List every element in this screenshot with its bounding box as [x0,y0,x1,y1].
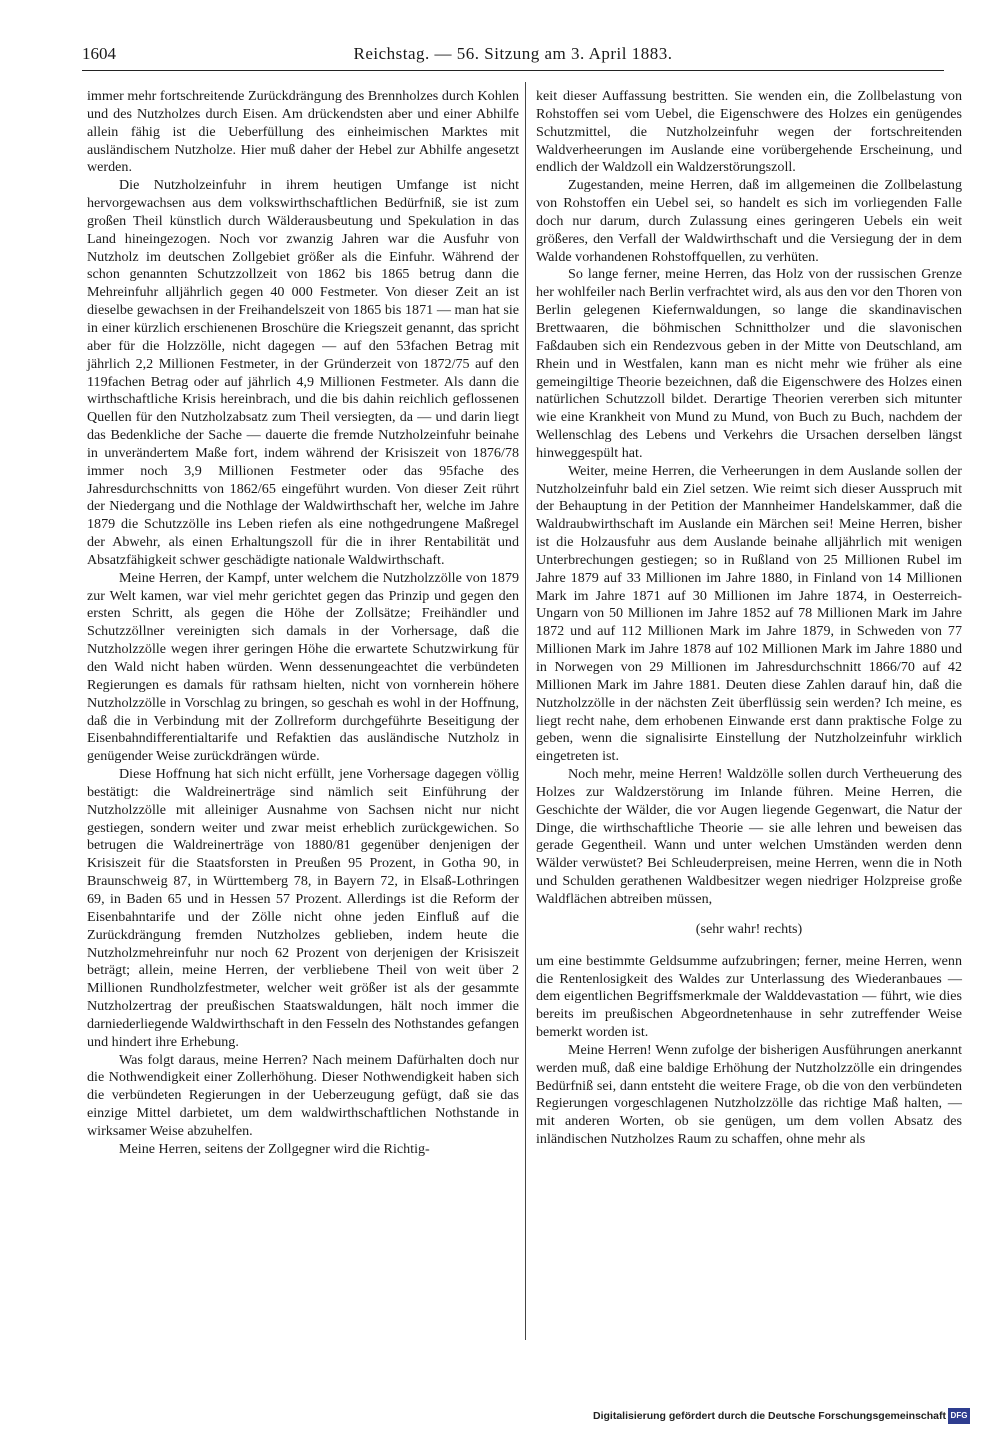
page-number: 1604 [82,44,116,63]
paragraph: keit dieser Auffassung bestritten. Sie wenden ein, die Zollbelastung von Rohstoffen sei vom Uebel, die Eigenschwere des Holzes ein genügendes Schutzmittel, die Nutzholzeinfuhr wegen der fortschreitenden Waldverheerungen im Auslande eine vorübergehende Erscheinung, und endlich der Waldzoll ein Waldzerstörungszoll. [536,88,962,176]
interjection: (sehr wahr! rechts) [695,920,803,937]
paragraph: Meine Herren, seitens der Zollgegner wird die Richtig- [119,1140,430,1157]
right-column [536,88,962,1149]
paragraph: Meine Herren! Wenn zufolge der bisherigen Ausführungen anerkannt werden muß, daß eine baldige Erhöhung der Nutzholzzölle ein dringendes Bedürfniß sei, dann entsteht die weitere Frage, ob die von den verbündeten Regierungen vorgeschlagenen Nutzholzzölle das richtige Maß halten, — mit anderen Worten, ob sie genügen, um dem vollen Absatz des inländischen Nutzholzes Raum zu schaffen, ohne mehr als [536,1041,962,1148]
paragraph: Diese Hoffnung hat sich nicht erfüllt, jene Vorhersage dagegen völlig bestätigt: die Waldreinerträge sind nämlich seit Einführung der Nutzholzzölle mit alleiniger Ausnahme von Sachsen nicht nur nicht gestiegen, sondern weiter und zwar meist erheblich zurückgewichen. So betrugen die Waldreinerträge von 1880/81 gegenüber denjenigen der Krisiszeit für die Staatsforsten in Preußen 95 Prozent, in Gotha 90, in Braunschweig 87, in Württemberg 78, in Bayern 72, in Elsaß-Lothringen 69, in Baden 65 und in Hessen 57 Prozent. Allerdings ist die Reform der Eisenbahntarife und der Zölle nicht ohne jeden Einfluß auf die Zurückdrängung fremden Nutzholzes geblieben, indem heute die Nutzholzmehreinfuhr nur noch 62 Prozent von derjenigen der Krisiszeit beträgt; allein, meine Herren, der verbliebene Theil von weit über 2 Millionen Rundholzfestmeter, welcher weit größer ist als der gesammte Nutzholzertrag der preußischen Staatswaldungen, hält noch immer die darniederliegende Waldwirthschaft in den Fesseln des Nothstandes gefangen und hindert ihre Erhebung. [87,766,519,1050]
left-column [87,88,519,1159]
column-divider [525,82,526,1340]
paragraph: Meine Herren, der Kampf, unter welchem die Nutzholzzölle von 1879 zur Welt kamen, war viel mehr gerichtet gegen das Prinzip und gegen den ersten Schritt, als gegen die Höhe der Zollsätze; Freihändler und Schutzzöllner vereinigten sich damals in der Vorhersage, daß die Nutzholzzölle wegen ihrer geringen Höhe die erwartete Schutzwirkung für den Wald nicht haben würden. Wenn dessenungeachtet die verbündeten Regierungen es damals für rathsam hielten, nicht von vornherein höhere Nutzholzzölle in Vorschlag zu bringen, so geschah es wohl in der Hoffnung, daß die in Verbindung mit der Zollreform durchgeführte Beseitigung der Eisenbahndifferentialtarife und Refaktien das ausländische Nutzholz in genügender Weise zurückdrängen würde. [87,569,519,765]
funding-note: Digitalisierung gefördert durch die Deutsche Forschungsgemeinschaft [593,1410,946,1422]
paragraph: immer mehr fortschreitende Zurückdrängung des Brennholzes durch Kohlen und des Nutzholzes durch Eisen. Am drückendsten aber und einer Abhilfe allein fähig ist die Ueberfüllung des einheimischen Marktes mit ausländischem Nutzholze. Hier muß daher der Hebel zur Abhilfe angesetzt werden. [87,88,519,176]
page-header [82,42,944,68]
running-head: Reichstag. — 56. Sitzung am 3. April 1883. [353,44,673,63]
paragraph: Noch mehr, meine Herren! Waldzölle sollen durch Vertheuerung des Holzes zur Waldzerstörung im Inlande führen. Meine Herren, die Geschichte der Wälder, die vor Augen liegende Gegenwart, die Natur der Dinge, die wirthschaftliche Theorie — sie alle lehren und beweisen das gerade Gegentheil. Wann und unter welchen Umständen werden denn Wälder verwüstet? Bei Schleuderpreisen, meine Herren, wenn die in Noth und Schulden gerathenen Waldbesitzer wegen niedriger Holzpreise große Waldflächen abtreiben müssen, [536,766,962,907]
paragraph: Was folgt daraus, meine Herren? Nach meinem Dafürhalten doch nur die Nothwendigkeit einer Zollerhöhung. Dieser Nothwendigkeit haben sich die verbündeten Regierungen in der Ueberzeugung gefügt, daß sie das einzige Mittel darbietet, um dem waldwirthschaftlichen Nothstande in wirksamer Weise abzuhelfen. [87,1051,519,1139]
paragraph: um eine bestimmte Geldsumme aufzubringen; ferner, meine Herren, wenn die Rentenlosigkeit des Waldes zur Unterlassung des Wiederanbaues — dem eigentlichen Begriffsmerkmale der Walddevastation — führt, wie dies bereits im preußischen Abgeordnetenhause in sehr zutreffender Weise bemerkt worden ist. [536,952,962,1041]
header-rule [82,70,944,71]
paragraph: So lange ferner, meine Herren, das Holz von der russischen Grenze her wohlfeiler nach Berlin verfrachtet wird, als aus den vor den Thoren von Berlin gelegenen Kiefernwaldungen, so lange die skandinavischen Brettwaaren, die böhmischen Schnittholzer und die slavonischen Faßdauben sich ein Rendezvous geben in der Mitte von Deutschland, am Rhein und in Westfalen, kann man es nicht mehr wie früher als eine gemeingiltige Theorie bezeichnen, daß die Eigenschwere des Holzes einen natürlichen Schutzzoll bildet. Derartige Theorien vererben sich mitunter wie eine Krankheit von Mund zu Mund, von Buch zu Buch, nachdem der Wellenschlag des Lebens und Verkehrs die Ursachen derselben längst hinweggespült hat. [536,266,962,461]
paragraph: Die Nutzholzeinfuhr in ihrem heutigen Umfange ist nicht hervorgewachsen aus dem volkswirthschaftlichen Bedürfniß, sie ist zum großen Theil künstlich durch Wälderausbeutung und Spekulation in das Land hineingezogen. Noch vor zwanzig Jahren war die Ausfuhr von Nutzholz im deutschen Zollgebiet größer als die Einfuhr. Während der schon genannten Schutzzollzeit von 1862 bis 1865 betrug dann die Mehreinfuhr alljährlich gegen 40 000 Festmeter. Von dieser Zeit an ist dieselbe gewachsen in der Freihandelszeit von 1865 bis 1871 — man hat sie in einer kürzlich erschienenen Broschüre die Kriegszeit genannt, das spricht aber für die Holzzölle, nicht dagegen — auf den 53fachen Betrag mit jährlich 2,2 Millionen Festmeter, in der Gründerzeit von 1872/75 auf den 119fachen Betrag oder auf jährlich 4,9 Millionen Festmeter. Als dann die wirthschaftliche Krisis hereinbrach, und die bis dahin reichlich geflossenen Quellen für den Nutzholzabsatz zum Theil versiegten, da — und darin liegt das Bedenkliche der Sache — dauerte die fremde Nutzholzeinfuhr beinahe in unverändertem Maße fort, indem während der Krisiszeit von 1876/78 immer noch 3,9 Millionen Festmeter oder das 95fache des Jahresdurchschnitts von 1862/65 eingeführt wurden. Von dieser Zeit rührt der Niedergang und die Nothlage der Waldwirthschaft her, welche im Jahre 1879 die Schutzzölle ins Leben riefen als eine nothgedrungene Maßregel der Abwehr, als einen Erhaltungszoll für die in ihrer Rentabilität und Absatzfähigkeit schwer geschädigte nationale Waldwirthschaft. [87,177,519,568]
paragraph: Weiter, meine Herren, die Verheerungen in dem Auslande sollen der Nutzholzeinfuhr bald ein Ziel setzen. Wie reimt sich dieser Ausspruch mit der Behauptung in der Petition der Mannheimer Handelskammer, daß die Waldraubwirthschaft im Auslande ein Märchen sei! Meine Herren, bisher ist die Holzausfuhr aus dem Auslande beinahe alljährlich mit wenigen Unterbrechungen gestiegen; so in Rußland von 25 Millionen Rubel im Jahre 1879 auf 33 Millionen im Jahre 1880, in Finland von 14 Millionen Mark im Jahre 1871 auf 30 Millionen im Jahre 1874, in Oesterreich-Ungarn von 50 Millionen im Jahre 1852 auf 78 Millionen Mark im Jahre 1872 und auf 112 Millionen Mark im Jahre 1879, in Schweden von 77 Millionen Mark im Jahre 1878 auf 102 Millionen Mark im Jahre 1880 und in Norwegen von 29 Millionen im Jahresdurchschnitt 1866/70 auf 42 Millionen Mark im Jahre 1881. Deuten diese Zahlen darauf hin, daß die Nutzholzzölle in der nächsten Zeit überflüssig sein werden? Ich meine, es liegt recht nahe, dem erhobenen Einwande erst dann praktische Folge zu geben, wenn die signalisirte Einstellung der Nutzholzeinfuhr wirklich eingetreten ist. [536,462,962,765]
dfg-logo: DFG [948,1408,970,1424]
paragraph: Zugestanden, meine Herren, daß im allgemeinen die Zollbelastung von Rohstoffen ein Uebel sei, so handelt es sich im vorliegenden Falle doch nur darum, durch Zulassung eines geringeren Uebels ein weit größeres, den Verfall der Waldwirthschaft und die Versiegung der in dem Walde vorhandenen Rohstoffquellen, zu verhüten. [536,177,962,265]
footer [593,1408,970,1426]
